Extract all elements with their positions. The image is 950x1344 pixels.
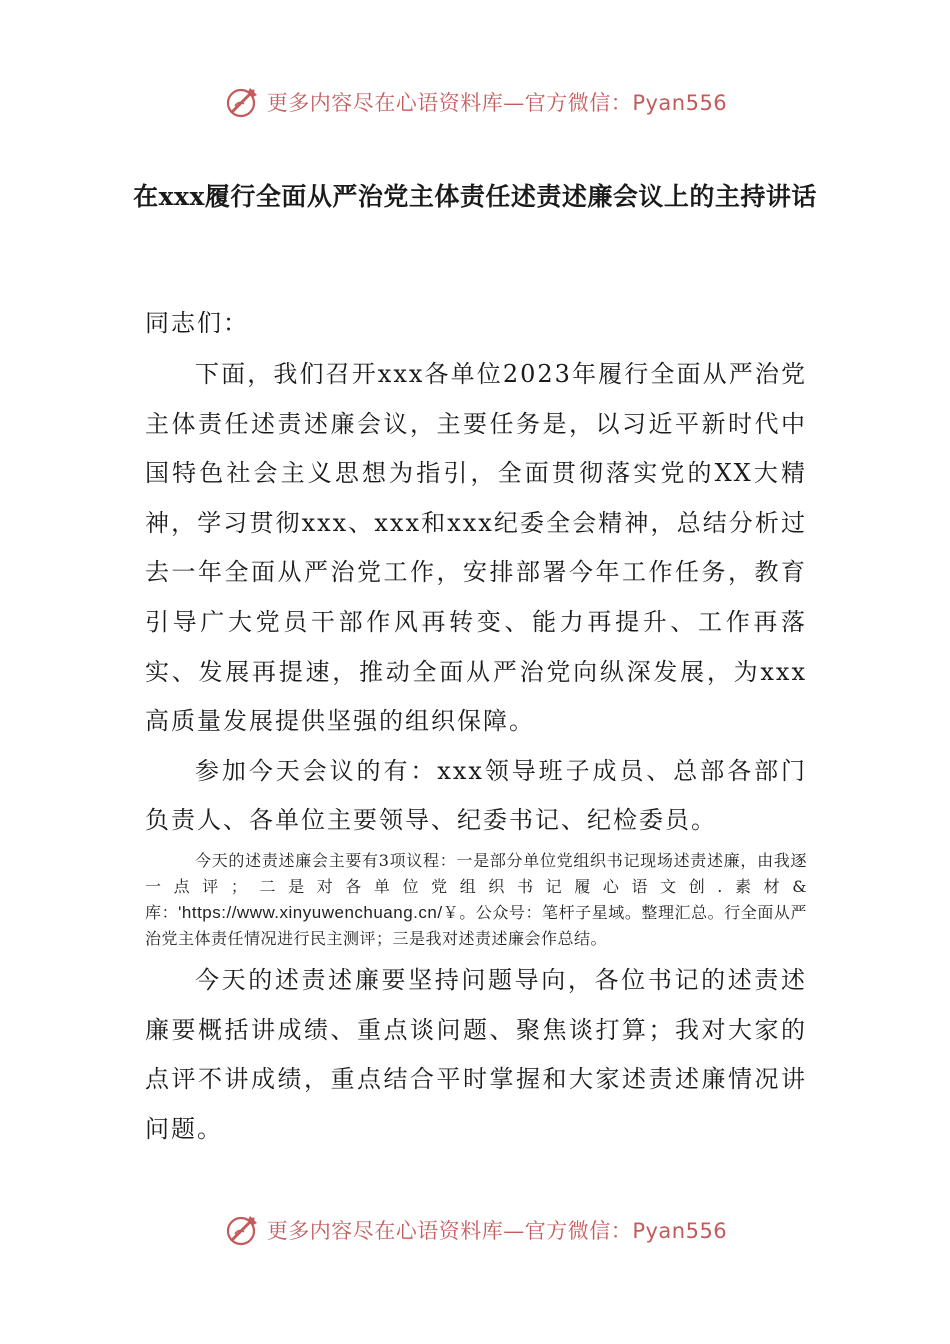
banner-label: 更多内容尽在心语资料库—官方微信：Pyan556 [266, 91, 728, 115]
banner-label: 更多内容尽在心语资料库—官方微信：Pyan556 [266, 1219, 728, 1243]
document-body [145, 300, 807, 1154]
salutation: 同志们： [145, 309, 249, 337]
pen-logo-icon [223, 1210, 263, 1250]
paragraph-meeting-purpose: 下面，我们召开xxx各单位2023年履行全面从严治党主体责任述责述廉会议，主要任务是，以习近平新时代中国特色社会主义思想为指引，全面贯彻落实党的XX大精神，学习贯彻xxx、xxx和xxx纪委全会精神，总结分析过去一年全面从严治党工作，安排部署今年工作任务，教育引导广大党员干部作风再转变、能力再提升、工作再落实、发展再提速，推动全面从严治党向纵深发展，为xxx高质量发展提供坚强的组织保障。 [145, 360, 807, 736]
document-title: 在xxx履行全面从严治党主体责任述责述廉会议上的主持讲话 [133, 182, 817, 211]
paragraph-requirements: 今天的述责述廉要坚持问题导向，各位书记的述责述廉要概括讲成绩、重点谈问题、聚焦谈打算；我对大家的点评不讲成绩，重点结合平时掌握和大家述责述廉情况讲问题。 [145, 965, 807, 1143]
paragraph-agenda: 今天的述责述廉会主要有3项议程：一是部分单位党组织书记现场述责述廉，由我逐一点评；二是对各单位党组织书记履心语文创.素材&库：'https://www.xinyuwenchuang.cn/￥。公众号：笔杆子星域。整理汇总。行全面从严治党主体责任情况进行民主测评；三是我对述责述廉会作总结。 [145, 850, 807, 948]
header-banner [0, 80, 950, 124]
footer-banner [0, 1208, 950, 1252]
pen-logo-icon [223, 82, 263, 122]
paragraph-attendees: 参加今天会议的有：xxx领导班子成员、总部各部门负责人、各单位主要领导、纪委书记、纪检委员。 [145, 756, 807, 835]
